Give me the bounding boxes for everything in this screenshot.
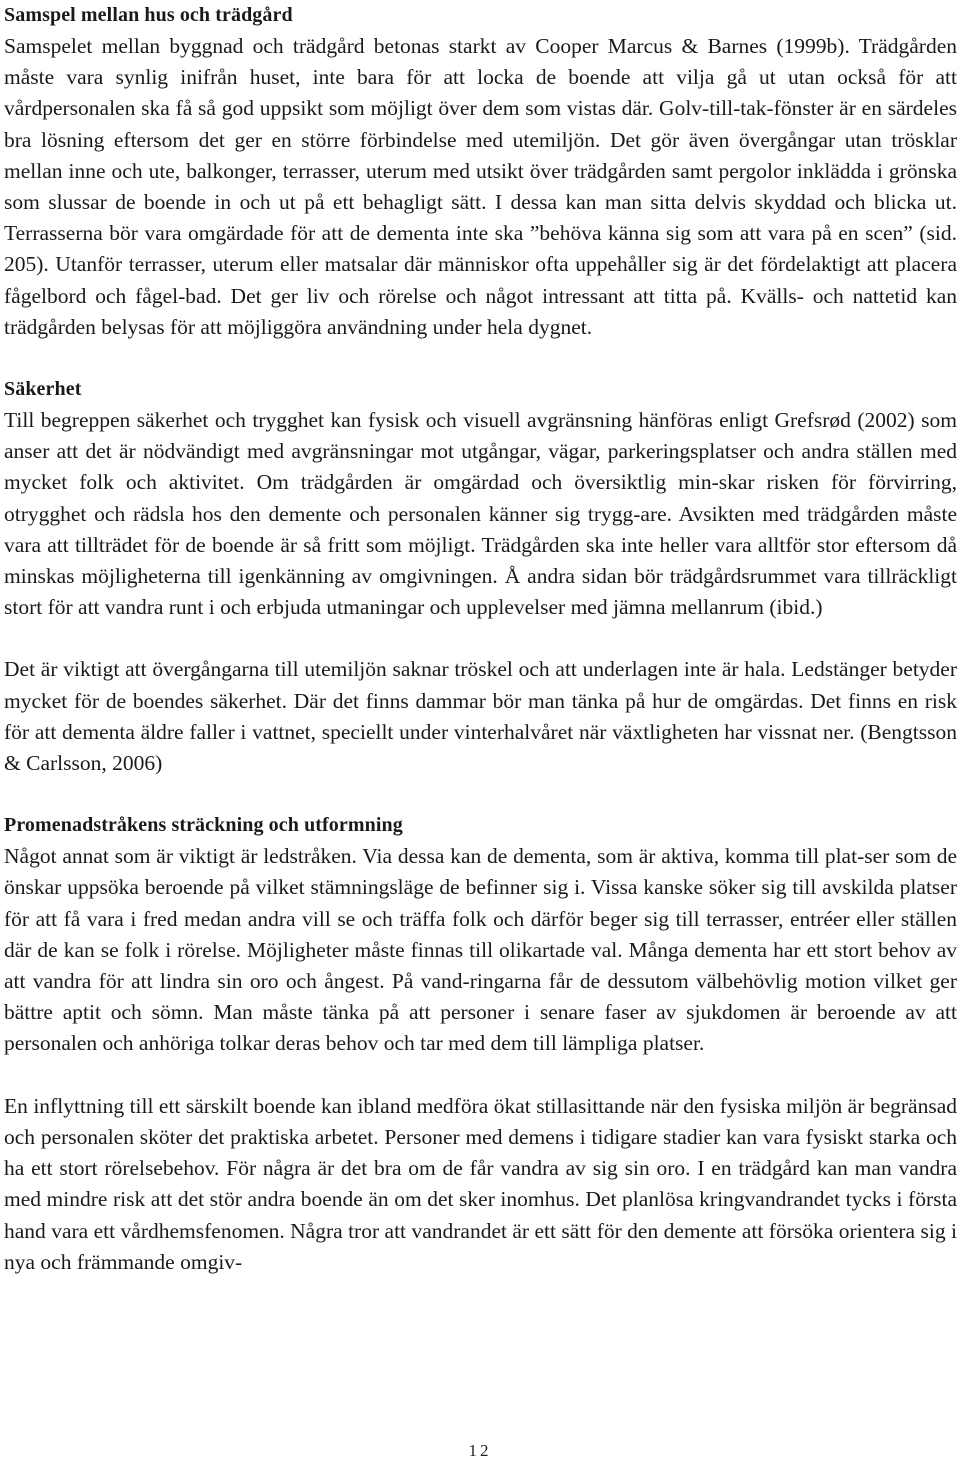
paragraph-sakerhet-1: Till begreppen säkerhet och trygghet kan fysisk och visuell avgränsning hänföras enligt Grefsrød (2002) som anser att det är nödvändigt med avgränsningar mot utgångar, vägar, parkeringsplatser och andra ställen med mycket folk och aktivitet. Om trädgården är omgärdad och översiktlig min-skar risken för förvirring, otrygghet och rädsla hos den demente och personalen känner sig trygg-are. Avsikten med trädgården måste vara att tillträdet för de boende är så fritt som möjligt. Trädgården ska inte heller vara alltför stor eftersom då minskas möjligheterna till igenkänning av omgivningen. Å andra sidan bör trädgårdsrummet vara tillräckligt stort för att vandra runt i och erbjuda utmaningar och upplevelser med jämna mellanrum (ibid.) bbox=[4, 408, 957, 620]
spacer bbox=[4, 623, 957, 654]
section-heading-samspel: Samspel mellan hus och trädgård bbox=[4, 4, 293, 26]
paragraph-promenadstrak-2: En inflyttning till ett särskilt boende kan ibland medföra ökat stillasittande när den fysiska miljön är begränsad och personalen sköter det praktiska arbetet. Personer med demens i tidigare stadier kan vara fysiskt starka och ha ett stort rörelsebehov. För några är det bra om de får vandra av sig sin oro. I en trädgård kan man vandra med mindre risk att det stör andra boende än om det sker inomhus. Det planlösa kringvandrandet tycks i första hand vara ett vårdhemsfenomen. Några tror att vandrandet är ett sätt för den demente att försöka orientera sig i nya och främmande omgiv- bbox=[4, 1093, 957, 1274]
section-heading-sakerhet: Säkerhet bbox=[4, 378, 82, 401]
spacer bbox=[4, 779, 957, 810]
paragraph-samspel: Samspelet mellan byggnad och trädgård betonas starkt av Cooper Marcus & Barnes (1999b). Trädgården måste vara synlig inifrån huset, inte bara för att locka de boende att vilja gå ut utan också för att vårdpersonalen ska få så god uppsikt som möjligt över dem som vistas där. Golv-till-tak-fönster är en särdeles bra lösning eftersom det ger en större förbindelse med utemiljön. Det gör även övergångar utan trösklar mellan inne och ute, balkonger, terrasser, uterum med utsikt över trädgården samt pergolor inklädda i grönska som slussar de boende in och ut på ett behagligt sätt. I dessa kan man sitta delvis skyddad och blicka ut. Terrasserna bör vara omgärdade för att de dementa inte ska ”behöva känna sig som att vara på en scen” (sid. 205). Utanför terrasser, uterum eller matsalar där människor ofta uppehåller sig är det fördelaktigt att placera fågelbord och fågel-bad. Det ger liv och rörelse och något intressant att titta på. Kvälls- och nattetid kan trädgården belysas för att möjliggöra användning under hela dygnet. bbox=[4, 34, 957, 339]
spacer bbox=[4, 343, 957, 374]
document-page bbox=[4, 0, 957, 1278]
paragraph-sakerhet-2: Det är viktigt att övergångarna till utemiljön saknar tröskel och att underlagen inte är hala. Ledstänger betyder mycket för de boendes säkerhet. Där det finns dammar bör man tänka på hur de omgärdas. Det finns en risk för att dementa äldre faller i vattnet, speciellt under vinterhalvåret när växtligheten har vissnat ner. (Bengtsson & Carlsson, 2006) bbox=[4, 657, 957, 776]
spacer bbox=[4, 1060, 957, 1091]
paragraph-promenadstrak-1: Något annat som är viktigt är ledstråken. Via dessa kan de dementa, som är aktiva, komma till plat-ser som de önskar uppsöka beroende på vilket stämningsläge de befinner sig i. Vissa kanske söker sig till avskilda platser för att få vara i fred medan andra vill se och träffa folk och därför beger sig till terrasser, entréer eller ställen där de kan se folk i rörelse. Möjligheter måste finnas till olikartade val. Många dementa har ett stort behov av att vandra för att lindra sin oro och ångest. På vand-ringarna får de dessutom välbehövlig motion vilket ger bättre aptit och sömn. Man måste tänka på att personer i senare faser av sjukdomen är beroende av att personalen och anhöriga tolkar deras behov och tar med dem till lämpliga platser. bbox=[4, 844, 957, 1056]
page-number: 12 bbox=[468, 1441, 492, 1460]
section-heading-promenadstrak: Promenadstråkens sträckning och utformning bbox=[4, 814, 403, 837]
